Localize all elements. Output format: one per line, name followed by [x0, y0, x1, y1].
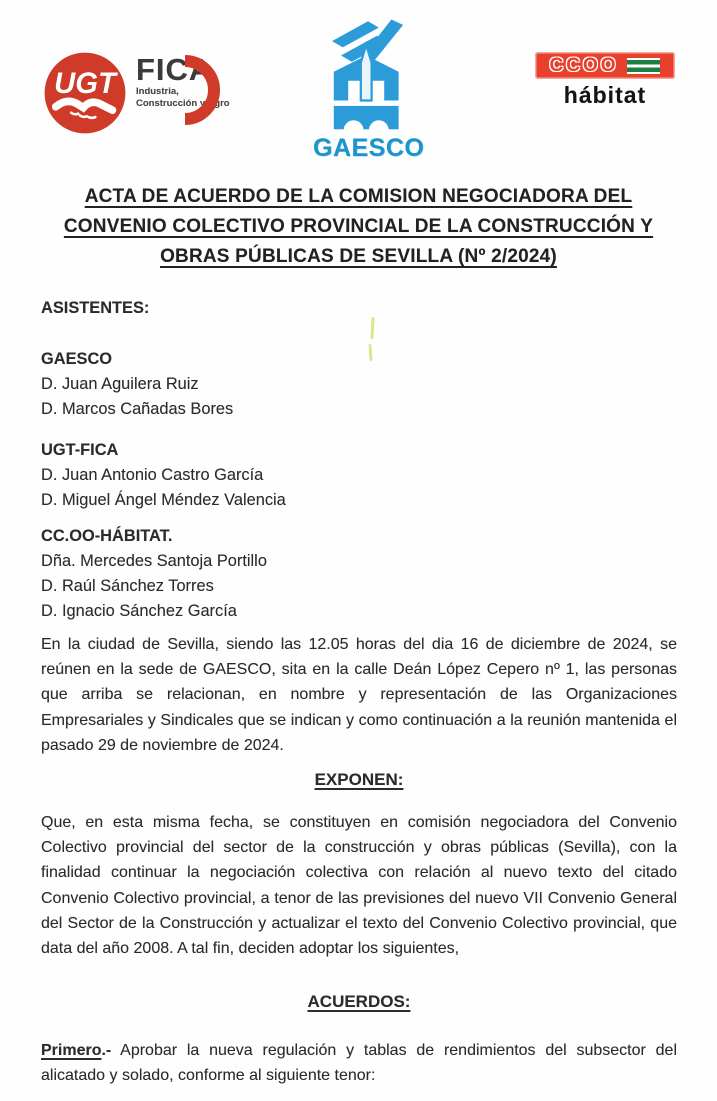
ccoo-habitat-logo	[535, 52, 675, 109]
title-line-2: CONVENIO COLECTIVO PROVINCIAL DE LA CONSTRUCCIÓN Y	[63, 216, 654, 237]
attendee-group-gaesco	[41, 347, 677, 422]
document-title	[40, 182, 677, 272]
acuerdo-lead: Primero	[41, 1042, 102, 1060]
ccoo-wordmark-box	[535, 52, 675, 79]
ugt-circle-icon	[42, 50, 128, 136]
fica-tagline-2: Construcción y Agro	[136, 97, 230, 109]
acuerdo-separator: .-	[101, 1042, 112, 1060]
document-body	[41, 296, 677, 1089]
attendee-name: D. Juan Aguilera Ruiz	[41, 375, 199, 393]
attendee-group-ccoo-habitat	[41, 524, 677, 624]
title-line-1: ACTA DE ACUERDO DE LA COMISION NEGOCIADORA DEL	[84, 186, 633, 207]
fica-tagline-1: Industria,	[136, 86, 179, 97]
title-line-3: OBRAS PÚBLICAS DE SEVILLA (Nº 2/2024)	[160, 246, 557, 267]
attendee-name: D. Miguel Ángel Méndez Valencia	[41, 491, 286, 509]
attendee-name: D. Raúl Sánchez Torres	[41, 577, 214, 595]
attendee-group-ugt-fica	[41, 438, 677, 513]
gaesco-wordmark: GAESCO	[313, 134, 425, 162]
attendee-name: D. Marcos Cañadas Bores	[41, 400, 234, 418]
gaesco-emblem-icon	[314, 14, 422, 133]
group-name: UGT-FICA	[41, 441, 119, 459]
exponen-heading: EXPONEN:	[314, 770, 404, 790]
gaesco-logo	[313, 14, 423, 163]
paragraph-intro: En la ciudad de Sevilla, siendo las 12.05 horas del dia 16 de diciembre de 2024, se reúnen en la sede de GAESCO, sita en la calle Deán López Cepero nº 1, las personas que arriba se relacionan, en nombre y representación de las Organizaciones Empresariales y Sindicales que se indican y como continuación a la reunión mantenida el pasado 29 de noviembre de 2024.	[41, 636, 677, 754]
svg-text:UGT: UGT	[54, 68, 116, 100]
group-name: CC.OO-HÁBITAT.	[41, 527, 173, 545]
ugt-fica-logo	[42, 46, 257, 142]
fica-wordmark: FICA	[136, 52, 213, 87]
habitat-wordmark: hábitat	[563, 82, 647, 108]
attendee-name: D. Juan Antonio Castro García	[41, 466, 264, 484]
group-name: GAESCO	[41, 350, 113, 368]
paragraph-acuerdo-primero	[41, 1038, 677, 1088]
ccoo-wordmark: CCOO	[549, 55, 619, 76]
paragraph-exponen: Que, en esta misma fecha, se constituyen en comisión negociadora del Convenio Colectivo provincial del sector de la construcción y obras públicas (Sevilla), con la finalidad continuar la negociación colectiva con relación al nuevo texto del citado Convenio Colectivo provincial, a tenor de las previsiones del nuevo VII Convenio General del Sector de la Construcción y actualizar el texto del Convenio Colectivo provincial, que data del año 2008. A tal fin, deciden adoptar los siguientes,	[41, 814, 677, 958]
attendee-name: D. Ignacio Sánchez García	[41, 602, 237, 620]
andalusia-flag-icon	[626, 57, 661, 75]
attendees-heading: ASISTENTES:	[41, 299, 150, 317]
acuerdo-text: Aprobar la nueva regulación y tablas de rendimientos del subsector del alicatado y solado, conforme al siguiente tenor:	[41, 1042, 677, 1085]
red-arc-icon	[178, 52, 222, 128]
acuerdos-heading: ACUERDOS:	[307, 992, 411, 1012]
attendee-name: Dña. Mercedes Santoja Portillo	[41, 552, 267, 570]
